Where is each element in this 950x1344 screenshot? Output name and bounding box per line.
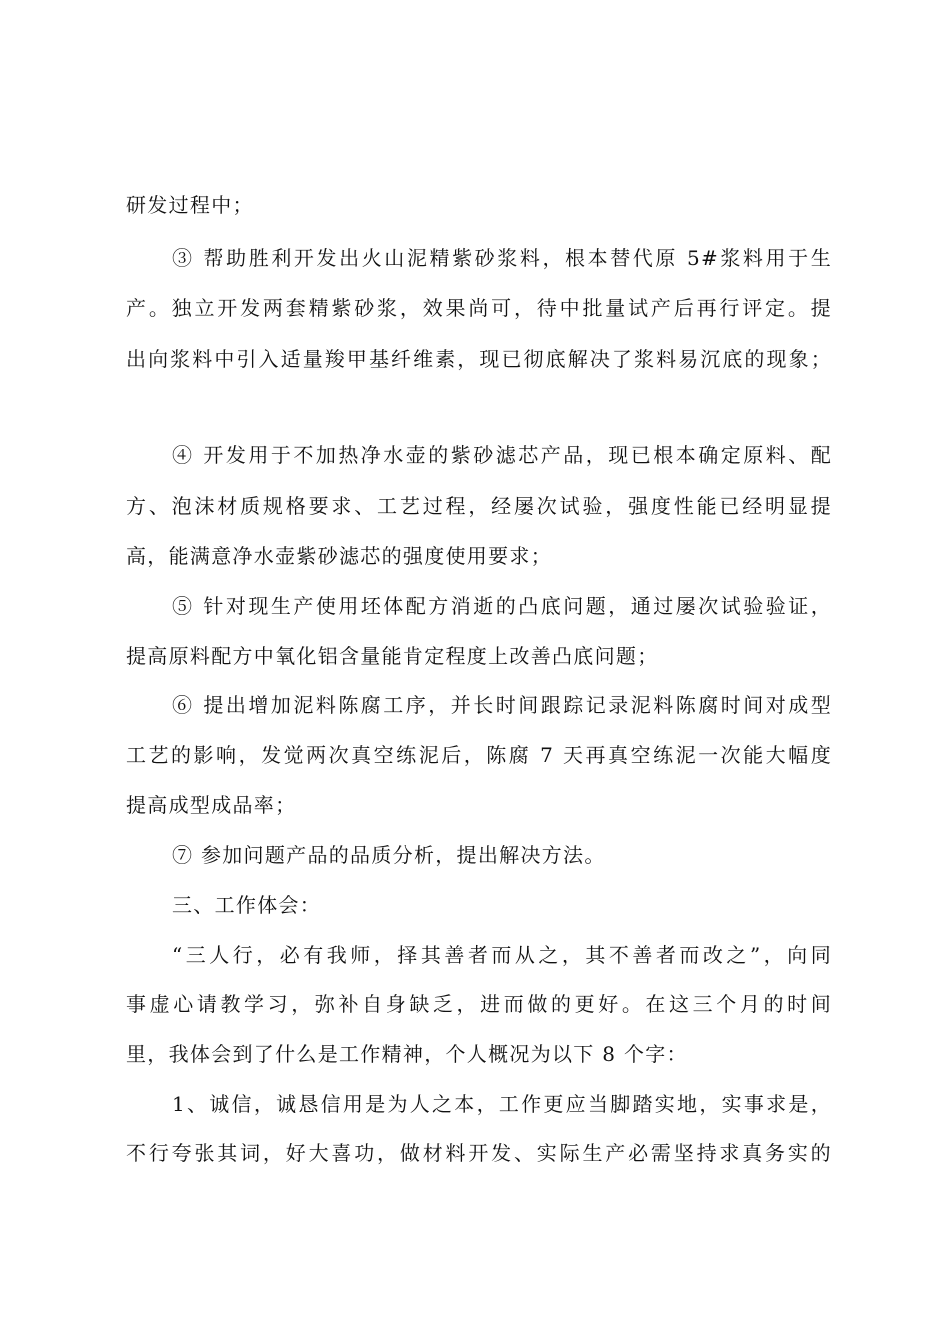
text-line: ⑤ 针对现生产使用坯体配方消逝的凸底问题，通过屡次试验验证，	[172, 594, 832, 618]
text-line: 出向浆料中引入适量羧甲基纤维素，现已彻底解决了浆料易沉底的现象；	[126, 347, 832, 371]
text-line: 事虚心请教学习，弥补自身缺乏，进而做的更好。在这三个月的时间	[126, 992, 832, 1016]
text-line: 提高原料配方中氧化铝含量能肯定程度上改善凸底问题；	[126, 644, 659, 668]
text-line: “三人行，必有我师，择其善者而从之，其不善者而改之”，向同	[172, 943, 832, 967]
text-line: 1、诚信，诚恳信用是为人之本，工作更应当脚踏实地，实事求是，	[172, 1092, 832, 1116]
section-heading: 三、工作体会：	[172, 893, 322, 917]
text-line: ③ 帮助胜利开发出火山泥精紫砂浆料，根本替代原 5#浆料用于生	[172, 246, 832, 270]
text-line: 提高成型成品率；	[126, 793, 297, 817]
text-line: 不行夸张其词，好大喜功，做材料开发、实际生产必需坚持求真务实的	[126, 1141, 832, 1165]
text-line: 研发过程中；	[126, 193, 254, 217]
text-line: 产。独立开发两套精紫砂浆，效果尚可，待中批量试产后再行评定。提	[126, 296, 832, 320]
text-line: ⑦ 参加问题产品的品质分析，提出解决方法。	[172, 843, 606, 867]
text-line: ⑥ 提出增加泥料陈腐工序，并长时间跟踪记录泥料陈腐时间对成型	[172, 693, 832, 717]
text-line: 方、泡沫材质规格要求、工艺过程，经屡次试验，强度性能已经明显提	[126, 494, 832, 518]
text-line: 工艺的影响，发觉两次真空练泥后，陈腐 7 天再真空练泥一次能大幅度	[126, 743, 832, 767]
text-line: 里，我体会到了什么是工作精神，个人概况为以下 8 个字：	[126, 1042, 688, 1066]
text-line: ④ 开发用于不加热净水壶的紫砂滤芯产品，现已根本确定原料、配	[172, 443, 832, 467]
text-line: 高，能满意净水壶紫砂滤芯的强度使用要求；	[126, 544, 552, 568]
